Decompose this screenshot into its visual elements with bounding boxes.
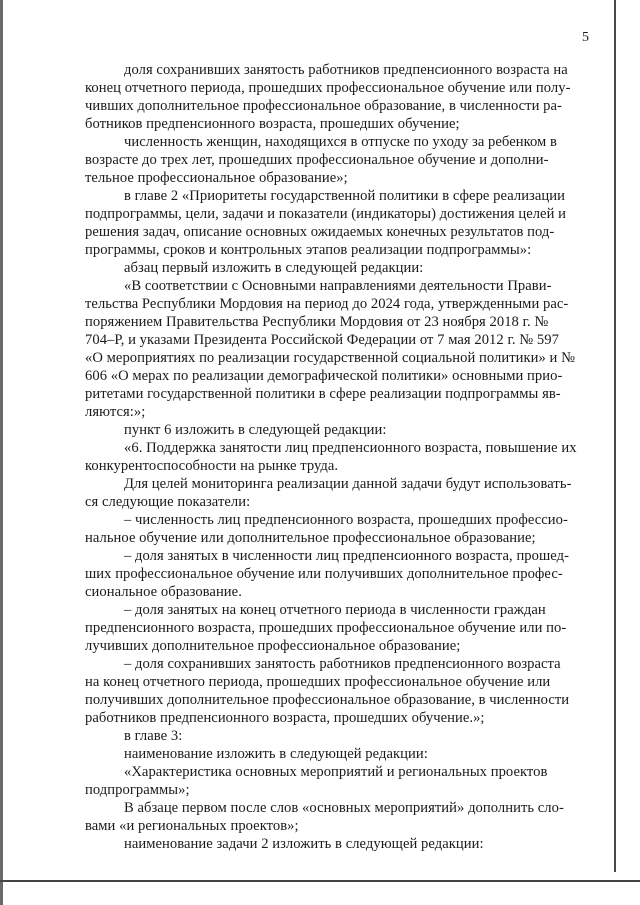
- text-line: «Характеристика основных мероприятий и региональных проектов: [124, 764, 548, 780]
- text-line: в главе 3:: [124, 728, 183, 744]
- text-line: в главе 2 «Приоритеты государственной политики в сфере реализации: [124, 188, 565, 204]
- text-line: наименование изложить в следующей редакции:: [124, 746, 428, 762]
- text-line: нальное обучение или дополнительное профессиональное образование;: [85, 530, 536, 546]
- text-line: «О мероприятиях по реализации государственной социальной политики» и №: [85, 350, 576, 366]
- text-line: вами «и региональных проектов»;: [85, 818, 299, 834]
- text-line: – доля занятых в численности лиц предпенсионного возраста, прошед-: [124, 548, 570, 564]
- text-line: лучивших дополнительное профессиональное образование;: [85, 638, 461, 654]
- text-line: конкурентоспособности на рынке труда.: [85, 458, 339, 474]
- text-line: тельства Республики Мордовия на период до 2024 года, утвержденными рас-: [85, 296, 569, 312]
- text-line: конец отчетного периода, прошедших профессиональное обучение или полу-: [85, 80, 571, 96]
- text-line: пункт 6 изложить в следующей редакции:: [124, 422, 387, 438]
- text-line: тельное профессиональное образование»;: [85, 170, 348, 186]
- text-line: чивших дополнительное профессиональное образование, в численности ра-: [85, 98, 562, 114]
- scan-left-edge: [0, 0, 3, 905]
- text-line: ших профессиональное обучение или получивших дополнительное профес-: [85, 566, 563, 582]
- text-line: ся следующие показатели:: [85, 494, 251, 510]
- text-line: – доля занятых на конец отчетного периода в численности граждан: [124, 602, 546, 618]
- text-line: ритетами государственной политики в сфере реализации подпрограммы яв-: [85, 386, 561, 402]
- text-line: «6. Поддержка занятости лиц предпенсионного возраста, повышение их: [124, 440, 577, 456]
- text-line: доля сохранивших занятость работников предпенсионного возраста на: [124, 62, 568, 78]
- text-line: «В соответствии с Основными направлениями деятельности Прави-: [124, 278, 552, 294]
- text-line: на конец отчетного периода, прошедших профессиональное обучение или: [85, 674, 551, 690]
- text-line: решения задач, описание основных ожидаемых конечных результатов под-: [85, 224, 555, 240]
- text-line: подпрограммы, цели, задачи и показатели (индикаторы) достижения целей и: [85, 206, 566, 222]
- text-line: сиональное образование.: [85, 584, 242, 600]
- text-line: работников предпенсионного возраста, прошедших обучение.»;: [85, 710, 485, 726]
- scan-right-edge: [614, 0, 616, 872]
- text-line: программы, сроков и контрольных этапов реализации подпрограммы»:: [85, 242, 532, 258]
- text-line: подпрограммы»;: [85, 782, 190, 798]
- text-line: ботников предпенсионного возраста, прошедших обучение;: [85, 116, 460, 132]
- page-number: 5: [582, 30, 589, 45]
- text-line: – доля сохранивших занятость работников предпенсионного возраста: [124, 656, 561, 672]
- text-line: абзац первый изложить в следующей редакции:: [124, 260, 424, 276]
- text-line: наименование задачи 2 изложить в следующей редакции:: [124, 836, 484, 852]
- text-line: поряжением Правительства Республики Мордовия от 23 ноября 2018 г. №: [85, 314, 549, 330]
- text-line: возрасте до трех лет, прошедших профессиональное обучение и дополни-: [85, 152, 549, 168]
- text-line: ляются:»;: [85, 404, 146, 420]
- scan-bottom-edge: [0, 880, 640, 882]
- text-line: численность женщин, находящихся в отпуске по уходу за ребенком в: [124, 134, 557, 150]
- text-line: получивших дополнительное профессиональное образование, в численности: [85, 692, 570, 708]
- text-line: – численность лиц предпенсионного возраста, прошедших профессио-: [124, 512, 568, 528]
- text-line: предпенсионного возраста, прошедших профессиональное обучение или по-: [85, 620, 567, 636]
- text-line: 606 «О мерах по реализации демографической политики» основными прио-: [85, 368, 563, 384]
- text-line: Для целей мониторинга реализации данной задачи будут использовать-: [124, 476, 572, 492]
- text-line: 704–Р, и указами Президента Российской Федерации от 7 мая 2012 г. № 597: [85, 332, 559, 348]
- text-line: В абзаце первом после слов «основных мероприятий» дополнить сло-: [124, 800, 564, 816]
